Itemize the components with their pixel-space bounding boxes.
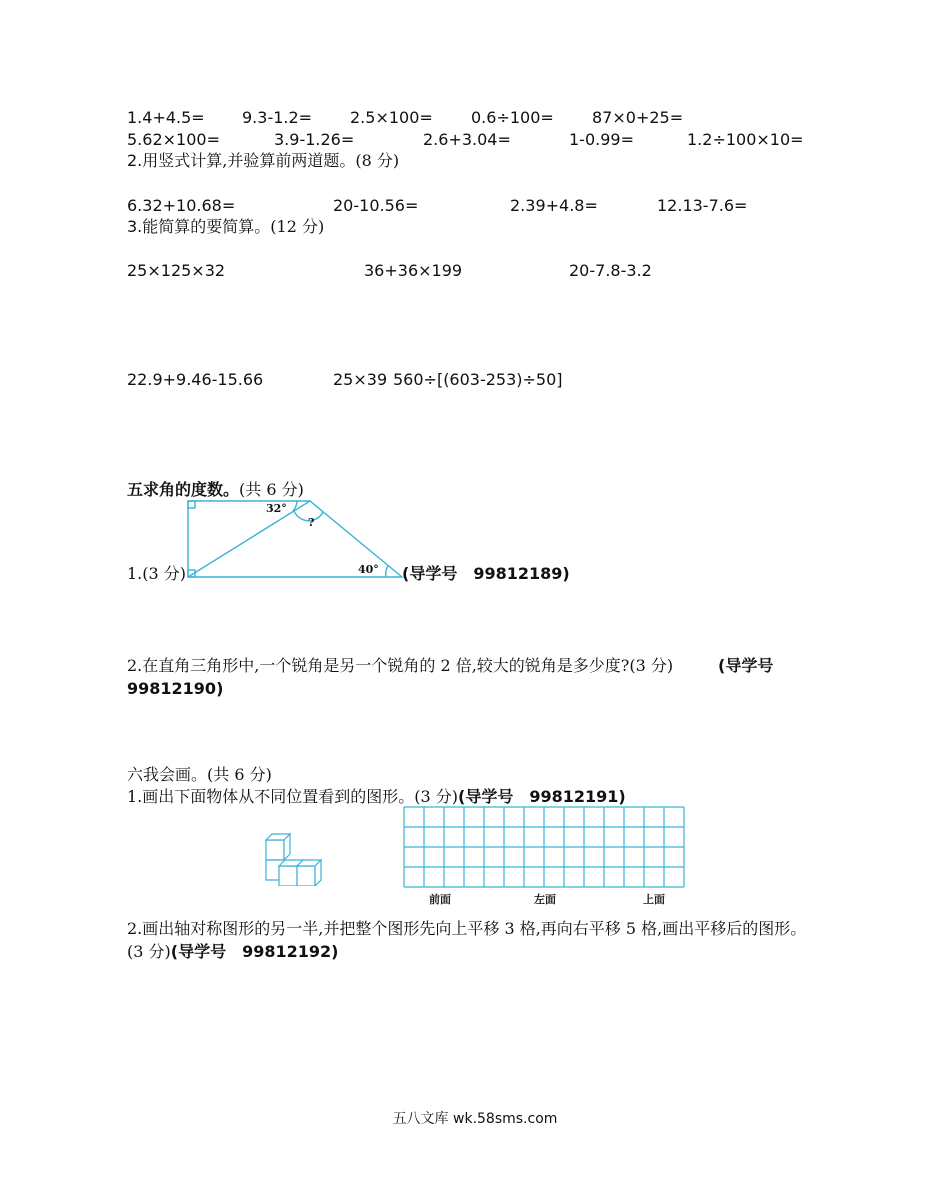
oral-item: 5.62×100= bbox=[127, 130, 220, 149]
q6-1-ref: (导学号 99812191) bbox=[458, 787, 626, 806]
q3-item: 25×39 bbox=[333, 370, 388, 389]
drawing-grid[interactable] bbox=[403, 806, 687, 890]
section6-title bbox=[127, 765, 272, 785]
q3-item: 25×125×32 bbox=[127, 261, 226, 280]
q5-1-ref: (导学号 99812189) bbox=[402, 564, 570, 583]
view-label-top: 上面 bbox=[643, 893, 665, 906]
q3-item: 20-7.8-3.2 bbox=[569, 261, 652, 280]
oral-item: 0.6÷100= bbox=[471, 108, 554, 127]
oral-item: 1-0.99= bbox=[569, 130, 634, 149]
q5-2-text: 2.在直角三角形中,一个锐角是另一个锐角的 2 倍,较大的锐角是多少度?(3 分) bbox=[127, 656, 674, 675]
view-labels bbox=[403, 890, 687, 910]
angle-arc-40 bbox=[386, 566, 388, 577]
oral-item: 2.5×100= bbox=[350, 108, 433, 127]
q3-item: 22.9+9.46-15.66 bbox=[127, 370, 264, 389]
q3-text: 能简算的要简算。 bbox=[142, 217, 271, 236]
q6-2-score: (3 分) bbox=[127, 942, 171, 961]
view-label-left: 左面 bbox=[534, 893, 556, 906]
q3-title bbox=[127, 217, 324, 237]
q3-number: 3. bbox=[127, 217, 143, 236]
oral-item: 9.3-1.2= bbox=[242, 108, 313, 127]
block-figure bbox=[262, 830, 328, 886]
q6-1-line bbox=[127, 787, 626, 807]
q2-item: 2.39+4.8= bbox=[510, 196, 598, 215]
oral-item: 2.6+3.04= bbox=[423, 130, 511, 149]
angle-label-32: 32° bbox=[266, 502, 287, 515]
q2-item: 20-10.56= bbox=[333, 196, 419, 215]
section6-score: (共 6 分) bbox=[207, 765, 272, 784]
q6-2-ref: (导学号 99812192) bbox=[170, 942, 339, 961]
view-label-front: 前面 bbox=[429, 893, 451, 906]
oral-item: 1.4+4.5= bbox=[127, 108, 205, 127]
q6-2-text: 2.画出轴对称图形的另一半,并把整个图形先向上平移 3 格,再向右平移 5 格,画出平移后的图形。 bbox=[127, 919, 807, 938]
section5-score: (共 6 分) bbox=[239, 480, 304, 499]
q5-2-ref-number: 99812190) bbox=[127, 679, 224, 698]
q3-item: 36+36×199 bbox=[364, 261, 463, 280]
q2-score: (8 分) bbox=[355, 151, 400, 170]
q3-score: (12 分) bbox=[270, 217, 325, 236]
q5-2-ref-label: (导学号 bbox=[718, 656, 774, 675]
q2-title bbox=[127, 151, 399, 171]
q2-item: 12.13-7.6= bbox=[657, 196, 748, 215]
q3-item: 560÷[(603-253)÷50] bbox=[393, 370, 563, 389]
q2-item: 6.32+10.68= bbox=[127, 196, 236, 215]
q2-number: 2. bbox=[127, 151, 143, 170]
q2-text: 用竖式计算,并验算前两道题。 bbox=[142, 151, 356, 170]
section6-title-text: 六我会画。 bbox=[127, 765, 208, 784]
oral-item: 3.9-1.26= bbox=[274, 130, 355, 149]
right-angle-mark-top bbox=[188, 501, 195, 508]
angle-label-40: 40° bbox=[358, 563, 379, 576]
oral-item: 1.2÷100×10= bbox=[687, 130, 804, 149]
angle-label-unknown: ? bbox=[308, 516, 315, 529]
oral-item: 87×0+25= bbox=[592, 108, 684, 127]
angle-figure bbox=[180, 493, 420, 585]
diagonal-line bbox=[188, 501, 310, 577]
block-front-face bbox=[279, 866, 297, 886]
q6-2-line2 bbox=[127, 942, 338, 962]
block-front-face bbox=[297, 866, 315, 886]
page-footer: 五八文库 wk.58sms.com bbox=[392, 1111, 558, 1127]
q5-1-label: 1.(3 分) bbox=[127, 564, 187, 583]
section5-title-text: 五求角的度数。 bbox=[127, 480, 240, 499]
block-front-face bbox=[266, 840, 284, 860]
q6-1-text: 1.画出下面物体从不同位置看到的图形。(3 分) bbox=[127, 787, 459, 806]
